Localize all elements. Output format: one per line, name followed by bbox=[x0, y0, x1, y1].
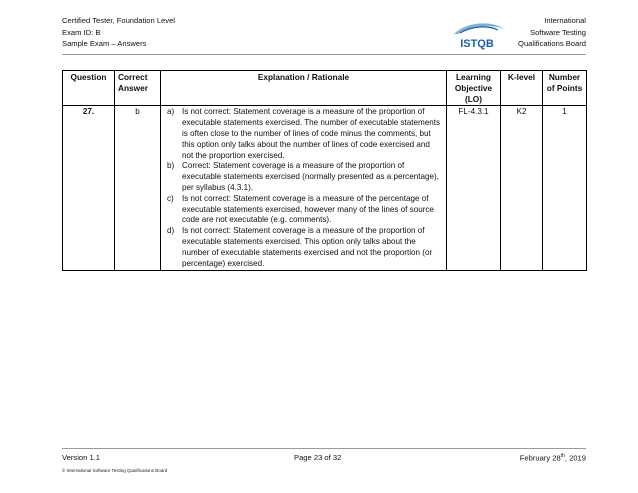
explanation-label: c) bbox=[167, 193, 174, 203]
explanation-item bbox=[164, 194, 443, 226]
header-left bbox=[62, 15, 175, 50]
learning-objective: FL-4.3.1 bbox=[447, 106, 501, 271]
header-doc-type: Sample Exam – Answers bbox=[62, 39, 147, 48]
table-row bbox=[63, 106, 587, 271]
question-number: 27. bbox=[63, 106, 115, 271]
explanation-text: Is not correct: Statement coverage is a measure of the percentage of executable statements exercised, however many of the lines of source code are not executable (e.g. comments). bbox=[182, 193, 434, 225]
col-k-level: K-level bbox=[501, 71, 543, 106]
footer-date-main: February 28 bbox=[519, 453, 561, 463]
explanation-label: d) bbox=[167, 226, 175, 236]
col-question: Question bbox=[63, 71, 115, 106]
header-right bbox=[518, 15, 586, 50]
header-org-line-1: International bbox=[544, 16, 586, 25]
explanation-label: b) bbox=[167, 161, 175, 171]
explanation-text: Is not correct: Statement coverage is a measure of the proportion of executable statements exercised. This option only talks about the number of executable statements exercised and not the proportion (or percentage) exercised. bbox=[182, 226, 433, 268]
footer-page-number: Page 23 of 32 bbox=[294, 453, 342, 462]
footer-date-year: , 2019 bbox=[564, 453, 586, 463]
col-points: Number of Points bbox=[543, 71, 587, 106]
istqb-logo bbox=[446, 20, 508, 50]
answer-table bbox=[62, 70, 587, 271]
table-header-row bbox=[63, 71, 587, 106]
points: 1 bbox=[543, 106, 587, 271]
footer-version: Version 1.1 bbox=[62, 453, 100, 462]
explanation-text: Correct: Statement coverage is a measure of the proportion of executable statements exercised (normally presented as a percentage), per syllabus (4.3.1). bbox=[182, 161, 439, 192]
explanation-item bbox=[164, 107, 443, 161]
col-learning-objective: Learning Objective (LO) bbox=[447, 71, 501, 106]
header-org-line-3: Qualifications Board bbox=[518, 39, 586, 48]
k-level: K2 bbox=[501, 106, 543, 271]
logo-text: ISTQB bbox=[460, 38, 494, 50]
footer-divider bbox=[62, 448, 586, 449]
footer-date bbox=[520, 453, 586, 463]
correct-answer: b bbox=[115, 106, 161, 271]
footer-date-sup: th bbox=[560, 453, 565, 459]
header-org-line-2: Software Testing bbox=[530, 27, 586, 37]
header-exam-id: Exam ID: B bbox=[62, 27, 101, 37]
explanation-label: a) bbox=[167, 107, 175, 117]
explanation-item bbox=[164, 226, 443, 269]
explanation-cell bbox=[161, 106, 447, 271]
header-cert-level: Certified Tester, Foundation Level bbox=[62, 16, 175, 25]
explanation-item bbox=[164, 161, 443, 193]
explanation-list bbox=[164, 107, 443, 269]
footer-copyright: © International Software Testing Qualifications Board bbox=[62, 468, 168, 473]
col-correct-answer: Correct Answer bbox=[115, 71, 161, 106]
header-divider bbox=[62, 54, 586, 55]
col-explanation: Explanation / Rationale bbox=[161, 71, 447, 106]
explanation-text: Is not correct: Statement coverage is a measure of the proportion of executable statements exercised. The number of executable statements is often close to the number of lines of code minus the comments, but this option only talks about the number of lines of code exercised and not the proportion exercised. bbox=[182, 107, 441, 160]
